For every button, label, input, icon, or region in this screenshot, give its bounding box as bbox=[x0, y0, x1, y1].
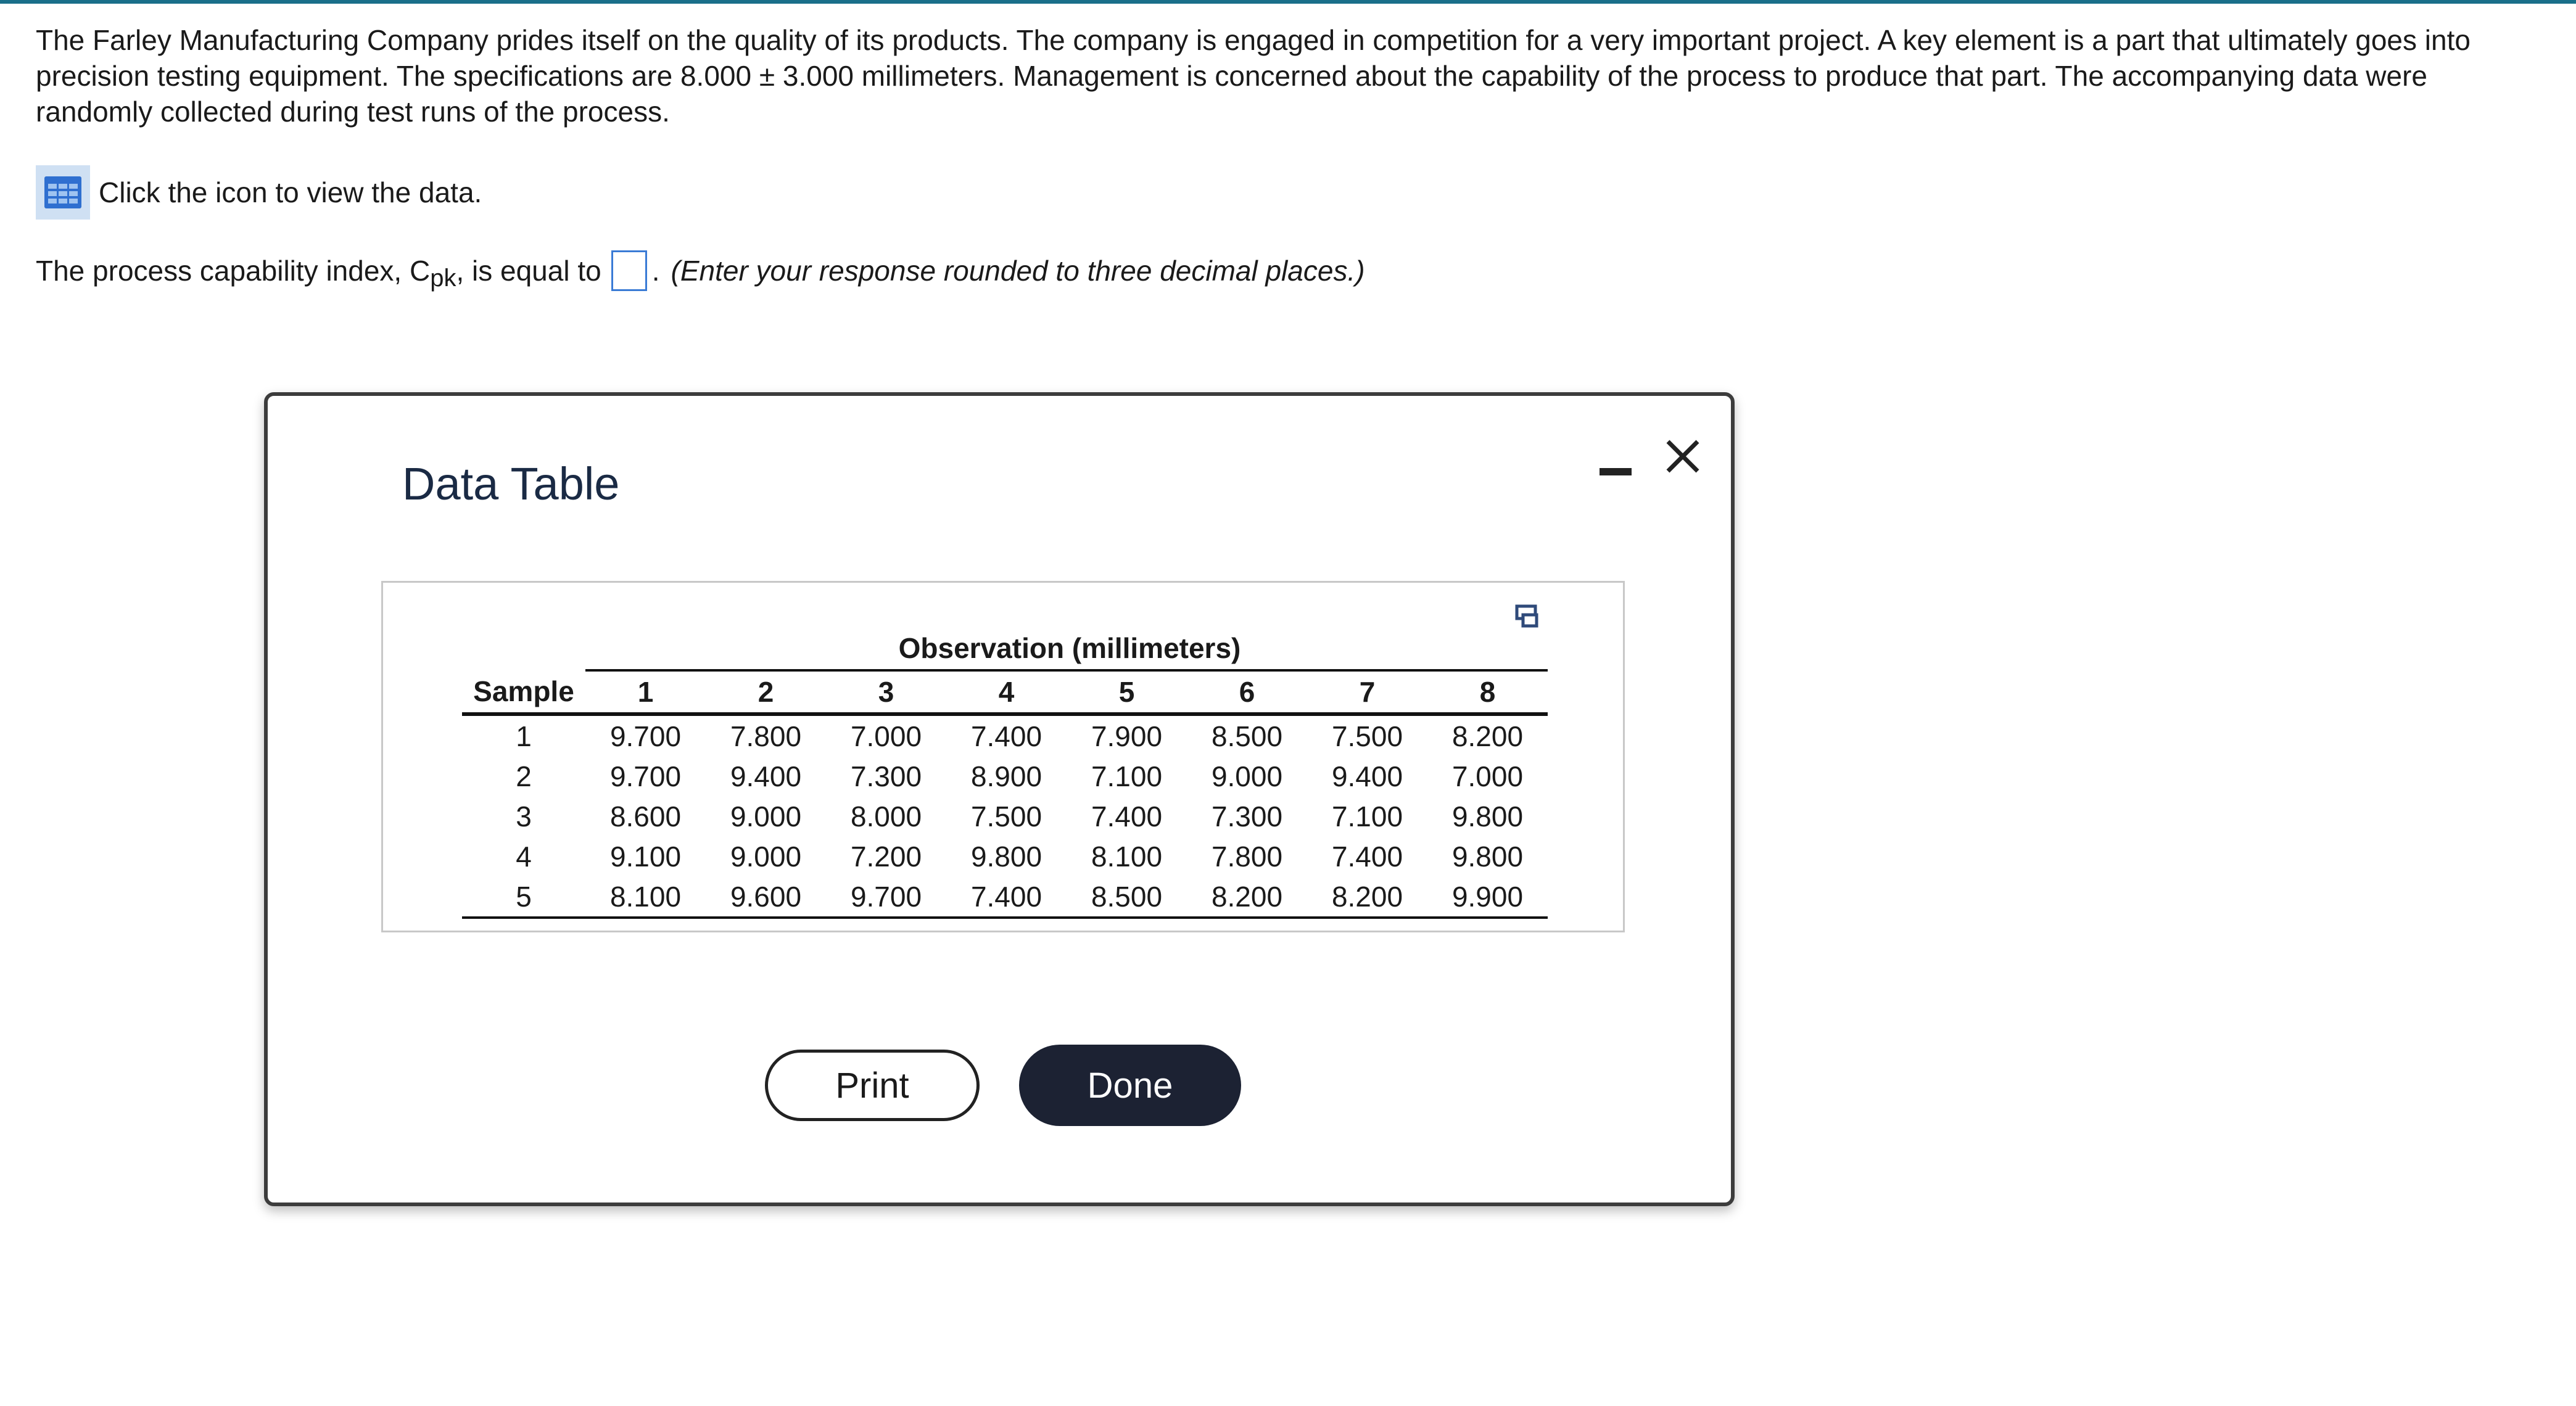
observation-cell: 7.400 bbox=[1331, 840, 1403, 873]
minimize-icon bbox=[1600, 468, 1632, 475]
observation-cell: 9.800 bbox=[970, 840, 1042, 873]
observation-cell: 7.200 bbox=[850, 840, 922, 873]
observation-cell: 7.400 bbox=[970, 720, 1042, 752]
observation-cell: 9.700 bbox=[609, 720, 682, 752]
answer-prompt: The process capability index, C pk , is equal to . (Enter your response rounded to three decimal places.) bbox=[36, 250, 1365, 291]
observation-column-header: 4 bbox=[946, 670, 1067, 714]
observation-cell: 9.000 bbox=[730, 800, 802, 832]
observation-cell: 8.200 bbox=[1187, 876, 1307, 918]
observation-column-header: 8 bbox=[1427, 670, 1548, 714]
observation-cell: 8.100 bbox=[1091, 840, 1163, 873]
column-header-row bbox=[462, 670, 1548, 714]
view-data-link[interactable] bbox=[36, 165, 482, 220]
observation-cell: 7.400 bbox=[946, 876, 1067, 918]
table-row bbox=[462, 714, 1548, 756]
sample-cell: 2 bbox=[516, 760, 532, 792]
observation-cell: 9.800 bbox=[1451, 840, 1524, 873]
observation-cell: 7.100 bbox=[1331, 800, 1403, 832]
observation-cell: 7.800 bbox=[730, 720, 802, 752]
observation-cell: 7.900 bbox=[1091, 720, 1163, 752]
observation-cell: 7.300 bbox=[850, 760, 922, 792]
observation-column-header: 6 bbox=[1187, 670, 1307, 714]
observation-cell: 7.100 bbox=[1091, 760, 1163, 792]
sample-cell: 5 bbox=[462, 876, 585, 918]
observation-cell: 8.600 bbox=[609, 800, 682, 832]
sample-cell: 3 bbox=[516, 800, 532, 832]
observation-cell: 9.000 bbox=[1211, 760, 1283, 792]
dialog-title: Data Table bbox=[402, 458, 620, 509]
observation-cell: 7.500 bbox=[1331, 720, 1403, 752]
data-table-frame bbox=[381, 581, 1625, 932]
observation-cell: 7.400 bbox=[1091, 800, 1163, 832]
table-grid-icon[interactable] bbox=[36, 165, 90, 220]
table-body bbox=[462, 714, 1548, 918]
observation-cell: 9.700 bbox=[826, 876, 946, 918]
top-accent-bar bbox=[0, 0, 2576, 4]
table-row bbox=[462, 876, 1548, 918]
observation-cell: 8.000 bbox=[850, 800, 922, 832]
observation-table bbox=[462, 627, 1548, 919]
observation-cell: 9.100 bbox=[609, 840, 682, 873]
observation-cell: 8.900 bbox=[970, 760, 1042, 792]
done-button[interactable]: Done bbox=[1019, 1045, 1241, 1126]
table-row bbox=[462, 756, 1548, 796]
sample-cell: 4 bbox=[516, 840, 532, 873]
cpk-answer-input[interactable] bbox=[611, 250, 647, 291]
prompt-subscript: pk bbox=[430, 264, 456, 292]
observation-column-header: 2 bbox=[706, 670, 826, 714]
observation-cell: 9.400 bbox=[1331, 760, 1403, 792]
print-button[interactable]: Print bbox=[765, 1050, 980, 1121]
sample-header: Sample bbox=[462, 670, 585, 714]
minimize-button[interactable] bbox=[1594, 445, 1637, 488]
observation-cell: 7.300 bbox=[1211, 800, 1283, 832]
observation-column-header: 7 bbox=[1307, 670, 1427, 714]
observation-cell: 8.200 bbox=[1451, 720, 1524, 752]
table-row bbox=[462, 796, 1548, 836]
observation-column-header: 1 bbox=[585, 670, 706, 714]
observation-cell: 7.500 bbox=[970, 800, 1042, 832]
observation-cell: 7.800 bbox=[1211, 840, 1283, 873]
observation-column-header: 3 bbox=[826, 670, 946, 714]
observation-cell: 7.000 bbox=[1451, 760, 1524, 792]
observation-cell: 8.100 bbox=[585, 876, 706, 918]
rounding-hint: (Enter your response rounded to three decimal places.) bbox=[671, 255, 1365, 287]
observation-cell: 7.000 bbox=[850, 720, 922, 752]
question-text: The Farley Manufacturing Company prides itself on the quality of its products. The company is engaged in competition for a very important project. A key element is a part that ultimately goes into precision testing equipment. The specifications are 8.000 ± 3.000 millimeters. Management is concerned about the capability of the process to produce that part. The accompanying data were randomly collected during test runs of the process. bbox=[36, 24, 2471, 128]
observation-cell: 9.700 bbox=[609, 760, 682, 792]
observation-cell: 9.800 bbox=[1451, 800, 1524, 832]
prompt-text: The process capability index, C bbox=[36, 255, 431, 287]
observation-column-header: 5 bbox=[1067, 670, 1187, 714]
group-header: Observation (millimeters) bbox=[585, 627, 1548, 670]
observation-cell: 9.600 bbox=[706, 876, 826, 918]
observation-cell: 8.500 bbox=[1211, 720, 1283, 752]
table-row bbox=[462, 836, 1548, 876]
data-table-dialog bbox=[264, 392, 1735, 1206]
observation-cell: 8.200 bbox=[1307, 876, 1427, 918]
view-data-label[interactable]: Click the icon to view the data. bbox=[99, 176, 482, 208]
observation-cell: 8.500 bbox=[1067, 876, 1187, 918]
close-button[interactable] bbox=[1658, 432, 1707, 481]
observation-cell: 9.000 bbox=[730, 840, 802, 873]
observation-cell: 9.900 bbox=[1427, 876, 1548, 918]
prompt-text-after: , is equal to bbox=[456, 255, 601, 287]
close-icon bbox=[1658, 432, 1707, 481]
sample-cell: 1 bbox=[516, 720, 532, 752]
observation-cell: 9.400 bbox=[730, 760, 802, 792]
